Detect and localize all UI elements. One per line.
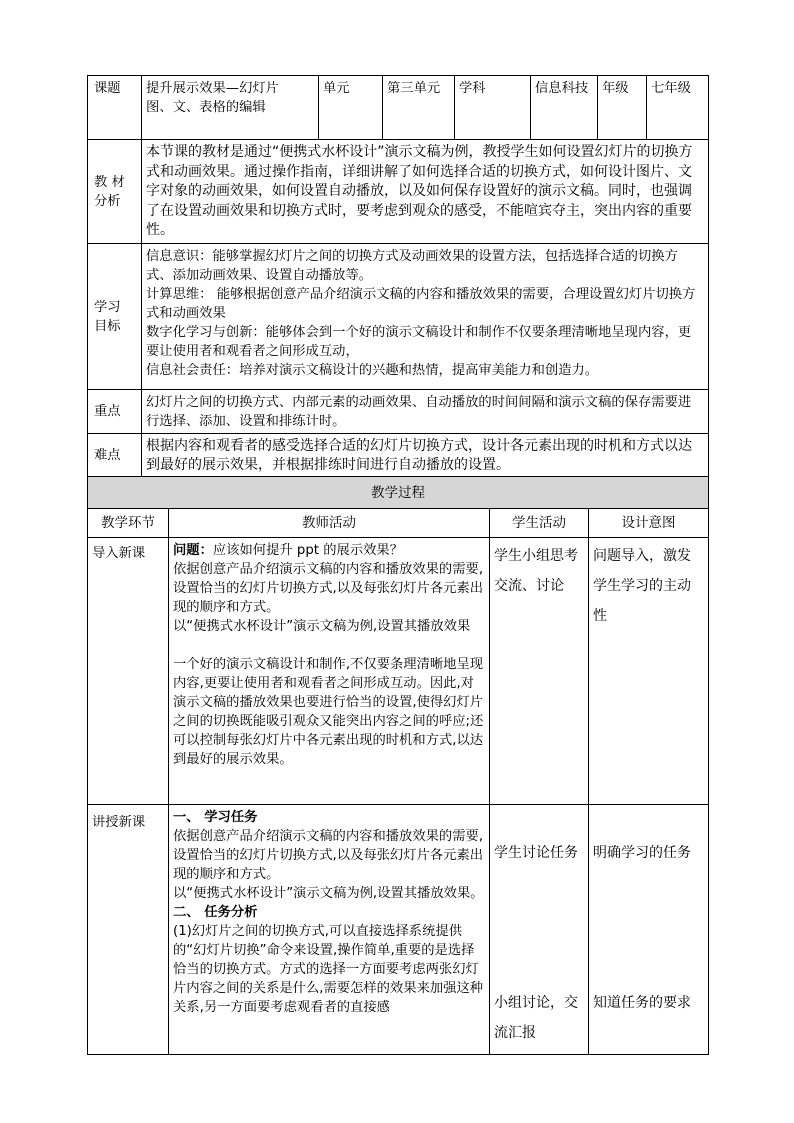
intro-design-intent: 问题导入，激发学生学习的主动性 (589, 538, 709, 805)
lecture-heading: 一、 学习任务 (173, 810, 258, 825)
difficulty-label: 难点 (88, 433, 142, 477)
grade-value: 七年级 (647, 76, 709, 140)
lecture-paragraph: (1)幻灯片之间的切换方式,可以直接选择系统提供的“幻灯片切换”命令来设置,操作简单,重要的是选择恰当的切换方式。方式的选择一方面要考虑两张幻灯片内容之间的关系是什么,需要怎样的效果来加强这种关系,另一方面要考虑观看者的直接感 (173, 924, 484, 1015)
topic-line-2: 图、文、表格的编辑 (146, 100, 266, 115)
goals-text (142, 243, 709, 389)
lecture-paragraph: 以“便携式水杯设计”演示文稿为例,设置其播放效果。 (173, 886, 484, 901)
grade-label: 年级 (598, 76, 647, 140)
lecture-student-activity (490, 805, 589, 1055)
keypoints-label: 重点 (88, 389, 142, 433)
topic-value (142, 76, 319, 140)
analysis-label-1: 教 材 (94, 174, 125, 190)
intro-paragraph: 以“便携式水杯设计”演示文稿为例,设置其播放效果 (173, 619, 471, 634)
lecture-phase: 讲授新课 (88, 805, 169, 1055)
topic-line-1: 提升展示效果—幻灯片 (146, 81, 279, 96)
intro-paragraph: 一个好的演示文稿设计和制作,不仅要条理清晰地呈现内容,更要让使用者和观看者之间形成互动。因此,对演示文稿的播放效果也要进行恰当的设置,使得幻灯片之间的切换既能吸引观众又能突出内容之间的呼应;还可以控制每张幻灯片中各元素出现的时机和方式,以达到最好的展示效果。 (173, 657, 484, 767)
lecture-heading: 二、 任务分析 (173, 905, 258, 920)
unit-value: 第三单元 (383, 76, 455, 140)
col-header-intent: 设计意图 (589, 509, 709, 538)
question-text: 应该如何提升 ppt 的展示效果？ (212, 543, 404, 558)
goals-label (88, 243, 142, 389)
keypoints-text: 幻灯片之间的切换方式、内部元素的动画效果、自动播放的时间间隔和演示文稿的保存需要进行选择、添加、设置和排练计时。 (142, 389, 709, 433)
goal-item: 数字化学习与创新：能够体会到一个好的演示文稿设计和制作不仅要条理清晰地呈现内容，更要让使用者和观看者之间形成互动， (146, 324, 692, 359)
col-header-phase: 教学环节 (88, 509, 169, 538)
lecture-student-2: 小组讨论，交流汇报 (494, 995, 578, 1041)
process-title: 教学过程 (88, 477, 709, 509)
analysis-label (88, 140, 142, 244)
subject-value: 信息科技 (531, 76, 598, 140)
analysis-label-2: 分析 (94, 193, 121, 209)
lecture-paragraph: 依据创意产品介绍演示文稿的内容和播放效果的需要,设置恰当的幻灯片切换方式,以及每张幻灯片各元素出现的顺序和方式。 (173, 829, 484, 882)
teaching-process-table (87, 476, 709, 1055)
col-header-student: 学生活动 (490, 509, 589, 538)
lecture-student-1: 学生讨论任务 (494, 845, 578, 861)
intro-teacher-activity (169, 538, 490, 805)
goal-item: 信息社会责任：培养对演示文稿设计的兴趣和热情，提高审美能力和创造力。 (146, 362, 599, 378)
intro-paragraph: 依据创意产品介绍演示文稿的内容和播放效果的需要,设置恰当的幻灯片切换方式,以及每张幻灯片各元素出现的顺序和方式。 (173, 562, 484, 615)
intro-question (173, 541, 485, 560)
intro-student-activity: 学生小组思考交流、讨论 (490, 538, 589, 805)
goals-label-2: 目标 (94, 318, 121, 334)
lecture-teacher-activity (169, 805, 490, 1055)
difficulty-text: 根据内容和观看者的感受选择合适的幻灯片切换方式，设计各元素出现的时机和方式以达到最好的展示效果，并根据排练时间进行自动播放的设置。 (142, 433, 709, 477)
intro-phase: 导入新课 (88, 538, 169, 805)
unit-label: 单元 (319, 76, 383, 140)
lecture-intent-2: 知道任务的要求 (593, 995, 691, 1011)
topic-label: 课题 (88, 76, 142, 140)
lesson-info-table (87, 75, 709, 478)
goal-item: 信息意识：能够掌握幻灯片之间的切换方式及动画效果的设置方法，包括选择合适的切换方式、添加动画效果、设置自动播放等。 (146, 248, 678, 283)
analysis-text: 本节课的教材是通过“便携式水杯设计”演示文稿为例，教授学生如何设置幻灯片的切换方式和动画效果。通过操作指南，详细讲解了如何选择合适的切换方式，如何设计图片、文字对象的动画效果，如何设置自动播放，以及如何保存设置好的演示文稿。同时，也强调了在设置动画效果和切换方式时，要考虑到观众的感受，不能喧宾夺主，突出内容的重要性。 (142, 140, 709, 244)
subject-label: 学科 (455, 76, 531, 140)
goal-item: 计算思维： 能够根据创意产品介绍演示文稿的内容和播放效果的需要，合理设置幻灯片切换方式和动画效果 (146, 286, 696, 321)
lecture-intent-1: 明确学习的任务 (593, 845, 691, 861)
question-label: 问题： (173, 543, 213, 558)
lecture-design-intent (589, 805, 709, 1055)
goals-label-1: 学习 (94, 299, 121, 315)
col-header-teacher: 教师活动 (169, 509, 490, 538)
